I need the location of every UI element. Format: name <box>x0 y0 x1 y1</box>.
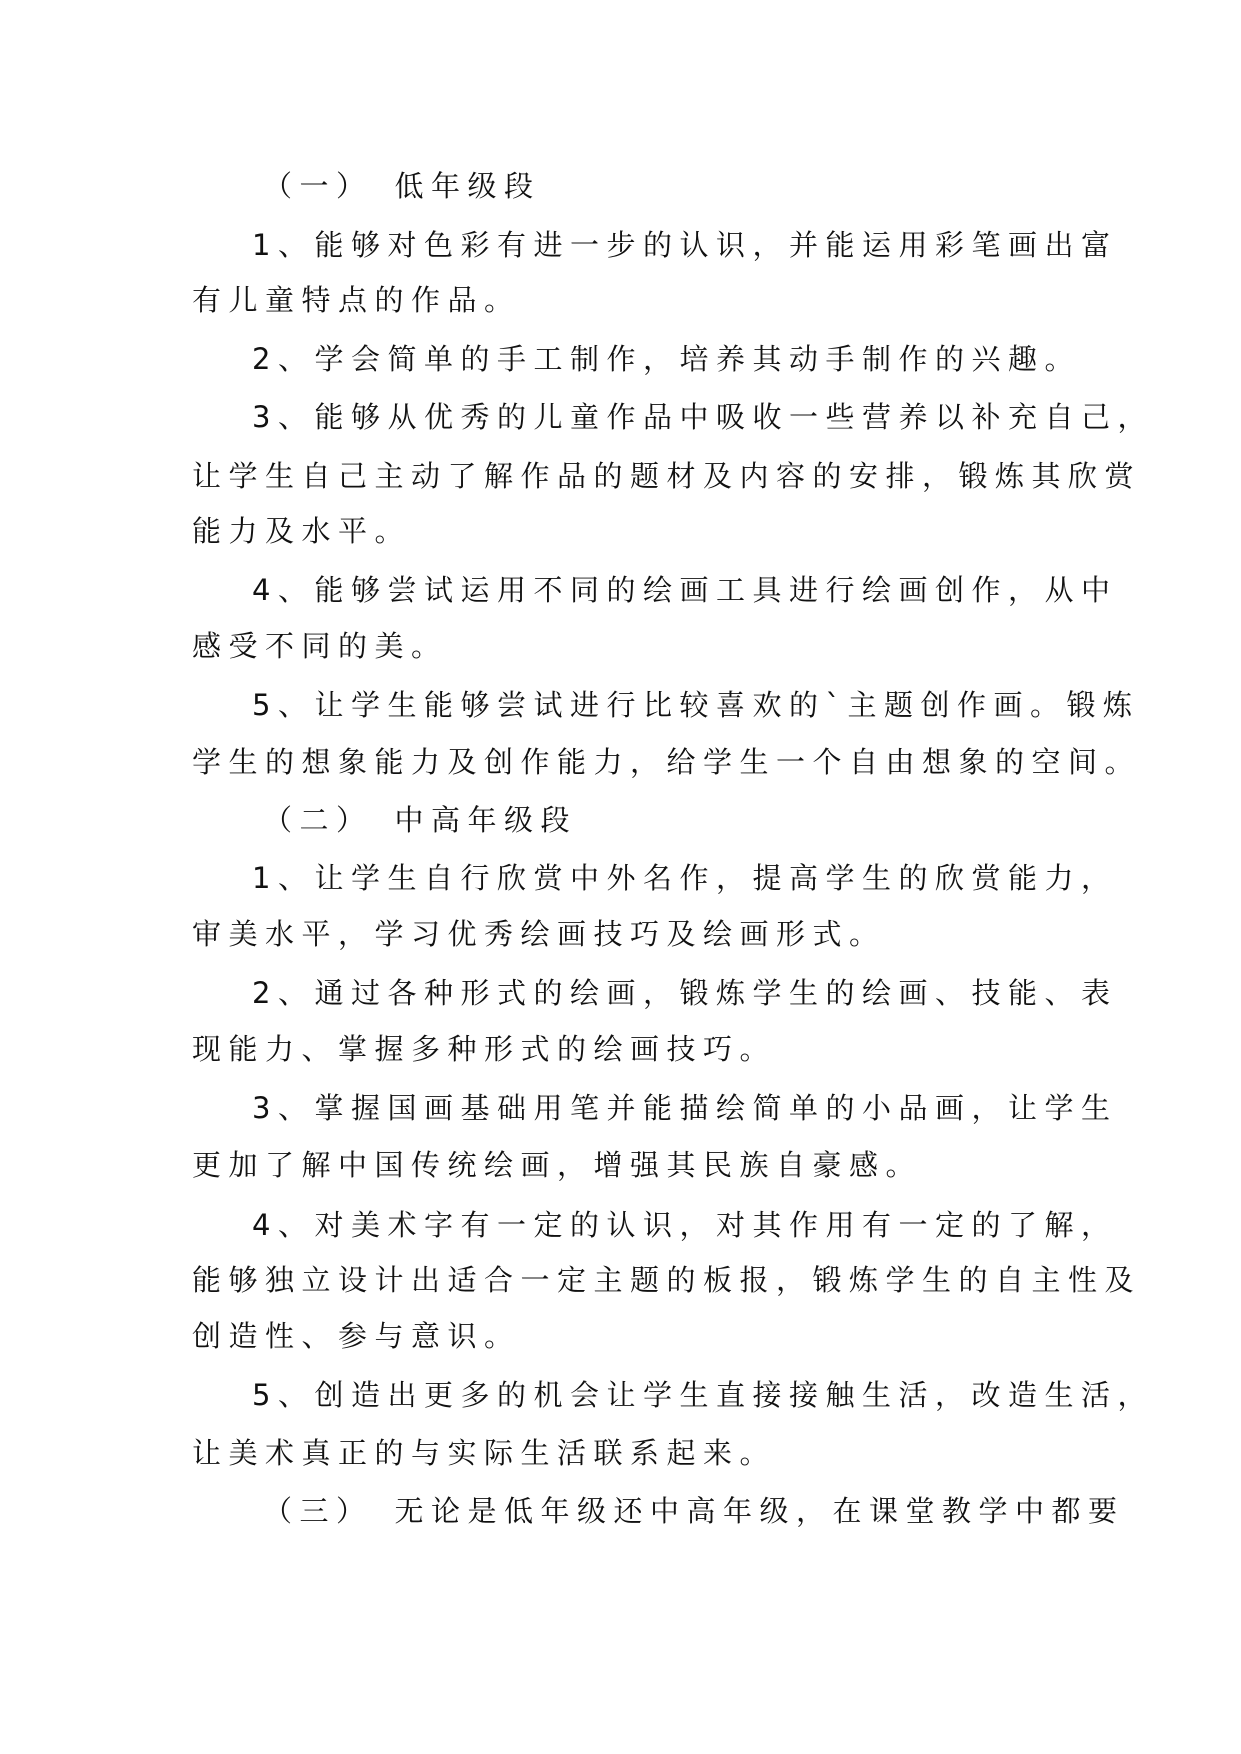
paragraph-line: 3、掌握国画基础用笔并能描绘简单的小品画，让学生 <box>252 1091 1118 1125</box>
paragraph-line: 5、让学生能够尝试进行比较喜欢的`主题创作画。锻炼 <box>252 688 1140 722</box>
paragraph-line: 能力及水平。 <box>192 514 412 548</box>
paragraph-line: 4、对美术字有一定的认识，对其作用有一定的了解， <box>252 1208 1118 1242</box>
section-heading-lower-grades: （一） 低年级段 <box>263 169 541 203</box>
paragraph-line: 学生的想象能力及创作能力，给学生一个自由想象的空间。 <box>192 745 1142 779</box>
paragraph-line: 感受不同的美。 <box>192 629 448 663</box>
section-heading-all-grades: （三） 无论是低年级还中高年级，在课堂教学中都要 <box>263 1494 1125 1528</box>
paragraph-line: 更加了解中国传统绘画，增强其民族自豪感。 <box>192 1148 923 1182</box>
paragraph-line: 让美术真正的与实际生活联系起来。 <box>192 1436 777 1470</box>
paragraph-line: 让学生自己主动了解作品的题材及内容的安排，锻炼其欣赏 <box>192 459 1142 493</box>
section-heading-upper-grades: （二） 中高年级段 <box>263 803 578 837</box>
paragraph-line: 能够独立设计出适合一定主题的板报，锻炼学生的自主性及 <box>192 1263 1142 1297</box>
paragraph-line: 3、能够从优秀的儿童作品中吸收一些营养以补充自己， <box>252 400 1154 434</box>
paragraph-line: 有儿童特点的作品。 <box>192 283 521 317</box>
paragraph-line: 审美水平，学习优秀绘画技巧及绘画形式。 <box>192 917 886 951</box>
paragraph-line: 5、创造出更多的机会让学生直接接触生活，改造生活， <box>252 1378 1154 1412</box>
paragraph-line: 4、能够尝试运用不同的绘画工具进行绘画创作，从中 <box>252 573 1118 607</box>
paragraph-line: 2、学会简单的手工制作，培养其动手制作的兴趣。 <box>252 342 1081 376</box>
paragraph-line: 1、让学生自行欣赏中外名作，提高学生的欣赏能力， <box>252 861 1118 895</box>
paragraph-line: 现能力、掌握多种形式的绘画技巧。 <box>192 1032 777 1066</box>
paragraph-line: 2、通过各种形式的绘画，锻炼学生的绘画、技能、表 <box>252 976 1118 1010</box>
paragraph-line: 创造性、参与意识。 <box>192 1319 521 1353</box>
paragraph-line: 1、能够对色彩有进一步的认识，并能运用彩笔画出富 <box>252 228 1118 262</box>
